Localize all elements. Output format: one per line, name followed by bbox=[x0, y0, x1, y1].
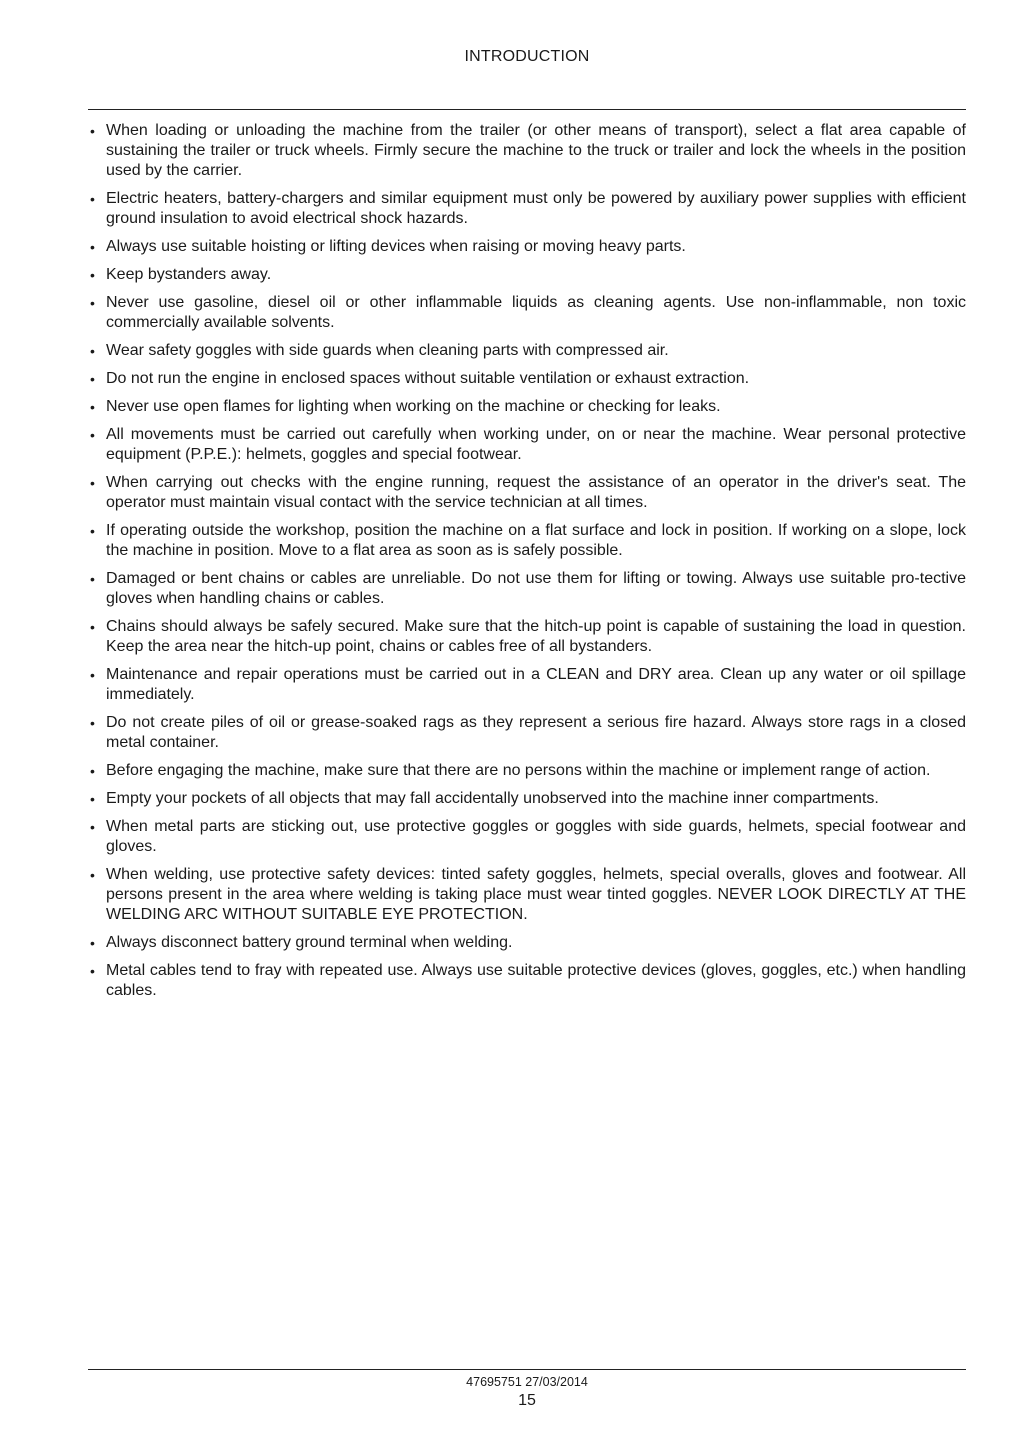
bullet-dot-icon: • bbox=[90, 791, 95, 807]
bullet-dot-icon: • bbox=[90, 371, 95, 387]
bullet-item bbox=[88, 865, 966, 925]
page-number: 15 bbox=[518, 1392, 536, 1409]
bullet-item bbox=[88, 369, 966, 389]
bullet-text: Electric heaters, battery-chargers and similar equipment must only be powered by auxiliary power supplies with efficient ground insulation to avoid electrical shock hazards. bbox=[106, 190, 966, 227]
bullet-dot-icon: • bbox=[90, 715, 95, 731]
bullet-item bbox=[88, 789, 966, 809]
bullet-item bbox=[88, 121, 966, 181]
bullet-dot-icon: • bbox=[90, 191, 95, 207]
bullet-text: Always disconnect battery ground terminal when welding. bbox=[106, 934, 513, 951]
bullet-text: All movements must be carried out carefully when working under, on or near the machine. Wear personal protective equipment (P.P.E.): helmets, goggles and special footwear. bbox=[106, 426, 966, 463]
bullet-text: Never use open flames for lighting when working on the machine or checking for leaks. bbox=[106, 398, 721, 415]
bullet-text: Never use gasoline, diesel oil or other inflammable liquids as cleaning agents. Use non-inflammable, non toxic commercially available solvents. bbox=[106, 294, 966, 331]
bullet-dot-icon: • bbox=[90, 523, 95, 539]
bullet-item bbox=[88, 473, 966, 513]
bullet-item bbox=[88, 933, 966, 953]
bullet-text: Empty your pockets of all objects that may fall accidentally unobserved into the machine inner compartments. bbox=[106, 790, 879, 807]
bullet-text: Do not create piles of oil or grease-soaked rags as they represent a serious fire hazard. Always store rags in a closed metal container. bbox=[106, 714, 966, 751]
bullet-dot-icon: • bbox=[90, 763, 95, 779]
bullet-item bbox=[88, 521, 966, 561]
bullet-item bbox=[88, 341, 966, 361]
bullet-dot-icon: • bbox=[90, 239, 95, 255]
bullet-text: Maintenance and repair operations must be carried out in a CLEAN and DRY area. Clean up any water or oil spillage immediately. bbox=[106, 666, 966, 703]
bullet-text: Always use suitable hoisting or lifting devices when raising or moving heavy parts. bbox=[106, 238, 686, 255]
bullet-dot-icon: • bbox=[90, 935, 95, 951]
bullet-dot-icon: • bbox=[90, 963, 95, 979]
bullet-item bbox=[88, 397, 966, 417]
bullet-item bbox=[88, 293, 966, 333]
bullet-item bbox=[88, 713, 966, 753]
bullet-text: When carrying out checks with the engine running, request the assistance of an operator in the driver's seat. The operator must maintain visual contact with the service technician at all times. bbox=[106, 474, 966, 511]
bullet-text: When metal parts are sticking out, use protective goggles or goggles with side guards, helmets, special footwear and gloves. bbox=[106, 818, 966, 855]
bullet-text: Wear safety goggles with side guards when cleaning parts with compressed air. bbox=[106, 342, 669, 359]
bullet-text: Chains should always be safely secured. Make sure that the hitch-up point is capable of sustaining the load in question. Keep the area near the hitch-up point, chains or cables free of all bystanders. bbox=[106, 618, 966, 655]
bullet-dot-icon: • bbox=[90, 867, 95, 883]
bullet-text: Do not run the engine in enclosed spaces without suitable ventilation or exhaust extraction. bbox=[106, 370, 750, 387]
safety-bullet-list bbox=[88, 121, 966, 1009]
bullet-text: Keep bystanders away. bbox=[106, 266, 272, 283]
bullet-dot-icon: • bbox=[90, 619, 95, 635]
bullet-item bbox=[88, 617, 966, 657]
bullet-dot-icon: • bbox=[90, 571, 95, 587]
bullet-item bbox=[88, 237, 966, 257]
bullet-dot-icon: • bbox=[90, 399, 95, 415]
bullet-text: If operating outside the workshop, position the machine on a flat surface and lock in position. If working on a slope, lock the machine in position. Move to a flat area as soon as is safely possible. bbox=[106, 522, 966, 559]
bullet-item bbox=[88, 189, 966, 229]
bullet-dot-icon: • bbox=[90, 475, 95, 491]
bullet-text: Metal cables tend to fray with repeated use. Always use suitable protective devices (gloves, goggles, etc.) when handling cables. bbox=[106, 962, 966, 999]
bullet-item bbox=[88, 569, 966, 609]
bullet-dot-icon: • bbox=[90, 267, 95, 283]
page-footer bbox=[0, 1374, 1024, 1411]
bullet-dot-icon: • bbox=[90, 667, 95, 683]
bullet-text: When welding, use protective safety devices: tinted safety goggles, helmets, special overalls, gloves and footwear. All persons present in the area where welding is taking place must wear tinted goggles. NEVER LOOK DIRECTLY AT THE WELDING ARC WITHOUT SUITABLE EYE PROTECTION. bbox=[106, 866, 966, 923]
bullet-text: When loading or unloading the machine from the trailer (or other means of transport), select a flat area capable of sustaining the trailer or truck wheels. Firmly secure the machine to the truck or trailer and lock the wheels in the position used by the carrier. bbox=[106, 122, 966, 179]
header-divider bbox=[88, 109, 966, 110]
bullet-dot-icon: • bbox=[90, 427, 95, 443]
document-reference: 47695751 27/03/2014 bbox=[466, 1375, 588, 1389]
bullet-text: Before engaging the machine, make sure that there are no persons within the machine or implement range of action. bbox=[106, 762, 931, 779]
bullet-item bbox=[88, 817, 966, 857]
bullet-dot-icon: • bbox=[90, 819, 95, 835]
page-title: INTRODUCTION bbox=[464, 48, 590, 65]
bullet-text: Damaged or bent chains or cables are unreliable. Do not use them for lifting or towing. Always use suitable pro-tective gloves when handling chains or cables. bbox=[106, 570, 966, 607]
bullet-item bbox=[88, 961, 966, 1001]
bullet-dot-icon: • bbox=[90, 123, 95, 139]
bullet-item bbox=[88, 265, 966, 285]
bullet-dot-icon: • bbox=[90, 343, 95, 359]
footer-divider bbox=[88, 1369, 966, 1370]
bullet-item bbox=[88, 665, 966, 705]
bullet-item bbox=[88, 761, 966, 781]
bullet-item bbox=[88, 425, 966, 465]
bullet-dot-icon: • bbox=[90, 295, 95, 311]
